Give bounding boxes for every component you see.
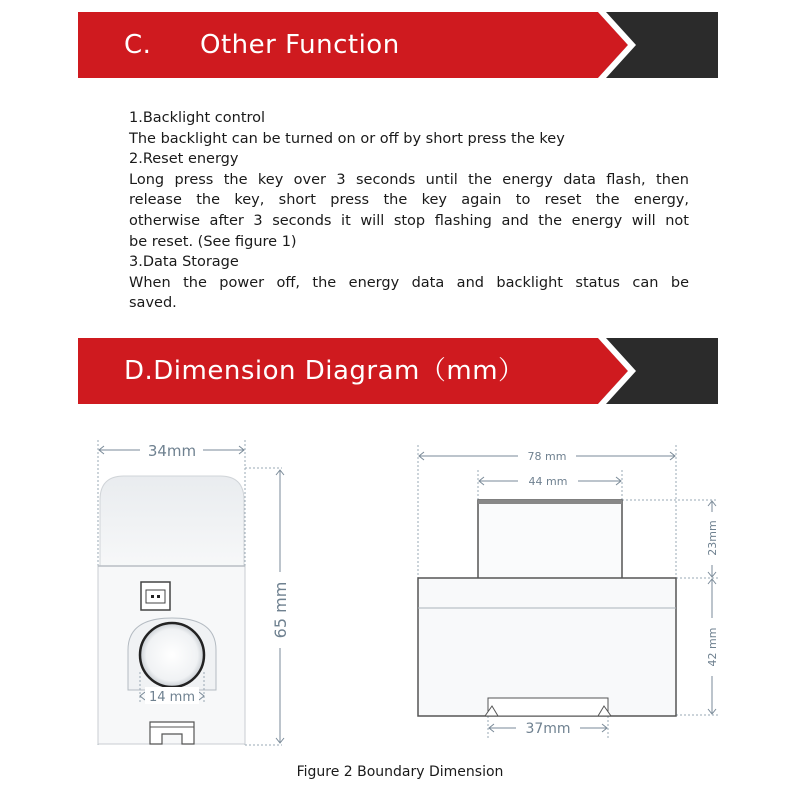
front-view bbox=[98, 440, 290, 745]
section-c-letter: C. bbox=[124, 30, 152, 60]
side-top-width-label: 44 mm bbox=[528, 475, 568, 488]
side-upper-height-label: 23mm bbox=[706, 520, 719, 556]
text-line: otherwise after 3 seconds it will stop flashing and the energy will not bbox=[129, 212, 689, 229]
front-width-label: 34mm bbox=[147, 442, 197, 460]
side-view bbox=[418, 445, 719, 740]
text-line: be reset. (See figure 1) bbox=[129, 233, 297, 250]
text-line: 1.Backlight control bbox=[129, 110, 266, 126]
side-lower-height-label: 42 mm bbox=[706, 627, 719, 667]
figure-caption: Figure 2 Boundary Dimension bbox=[296, 764, 504, 780]
text-line: Long press the key over 3 seconds until the energy data flash, then bbox=[129, 171, 689, 188]
section-d-title: D.Dimension Diagram（mm） bbox=[124, 356, 525, 386]
section-c-title: Other Function bbox=[200, 30, 400, 60]
text-line: 2.Reset energy bbox=[129, 151, 239, 168]
front-height-label: 65 mm bbox=[271, 581, 290, 639]
text-line: 3.Data Storage bbox=[129, 254, 239, 271]
side-total-width-label: 78 mm bbox=[527, 450, 567, 463]
rail-width-label: 37mm bbox=[525, 721, 571, 737]
text-line: release the key, short press the key again to reset the energy, bbox=[129, 192, 689, 209]
hole-width-label: 14 mm bbox=[148, 690, 196, 705]
text-line: The backlight can be turned on or off by short press the key bbox=[129, 130, 565, 147]
text-line: When the power off, the energy data and backlight status can be bbox=[129, 274, 689, 291]
text-line: saved. bbox=[129, 295, 177, 312]
